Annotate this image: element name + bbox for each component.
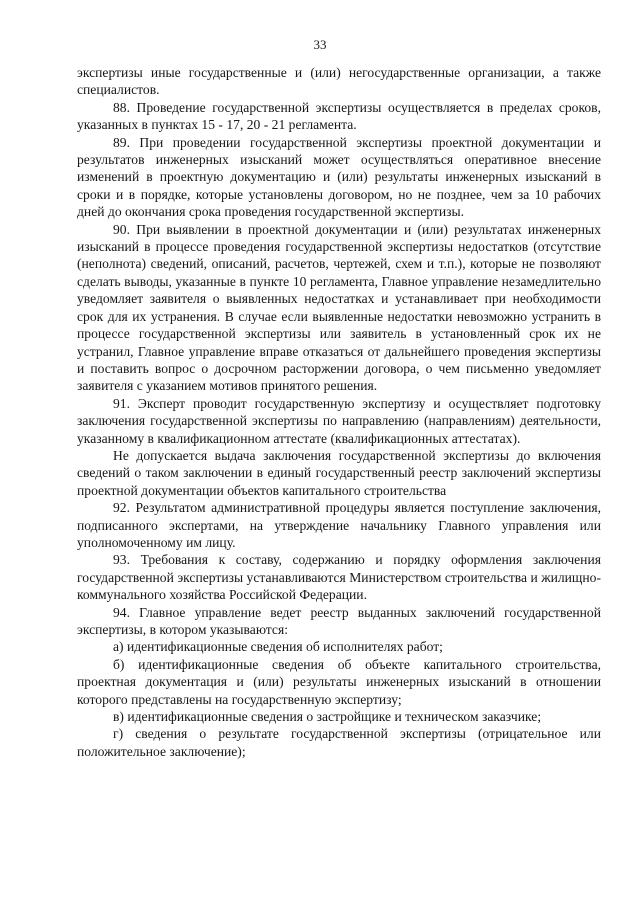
paragraph-94: 94. Главное управление ведет реестр выданных заключений государственной экспертизы, в котором указываются:: [77, 604, 601, 637]
paragraph-91: 91. Эксперт проводит государственную экспертизу и осуществляет подготовку заключения государственной экспертизы по направлению (направлениям) деятельности, указанному в квалификационном аттестате (квалификационных аттестатах).: [77, 395, 601, 446]
page-number: 33: [313, 37, 327, 52]
list-item-b: б) идентификационные сведения об объекте капитального строительства, проектная документация и (или) результаты инженерных изысканий в отношении которого представлены на государственную экспертизу;: [77, 656, 601, 707]
list-item-g: г) сведения о результате государственной экспертизы (отрицательное или положительное заключение);: [77, 726, 601, 759]
paragraph-92: 92. Результатом административной процедуры является поступление заключения, подписанного экспертами, на утверждение начальнику Главного управления или уполномоченному им лицу.: [77, 500, 601, 550]
list-item-v: в) идентификационные сведения о застройщике и техническом заказчике;: [113, 709, 542, 725]
paragraph-continuation: экспертизы иные государственные и (или) негосударственные организации, а также специалистов.: [77, 65, 601, 98]
list-item-a: а) идентификационные сведения об исполнителях работ;: [113, 639, 443, 655]
paragraph-91-note: Не допускается выдача заключения государственной экспертизы до включения сведений о таком заключении в единый государственный реестр заключений экспертизы проектной документации объектов капитального строительства: [77, 447, 601, 498]
document-body: [77, 64, 601, 760]
paragraph-88: 88. Проведение государственной экспертизы осуществляется в пределах сроков, указанных в пунктах 15 - 17, 20 - 21 регламента.: [77, 99, 601, 133]
paragraph-93: 93. Требования к составу, содержанию и порядку оформления заключения государственной экспертизы устанавливаются Министерством строительства и жилищно-коммунального хозяйства Российской Федерации.: [77, 552, 601, 603]
paragraph-89: 89. При проведении государственной экспертизы проектной документации и результатов инженерных изысканий может осуществляться оперативное внесение изменений в проектную документацию и (или) результаты инженерных изысканий в сроки и в порядке, которые установлены договором, но не позднее, чем за 10 рабочих дней до окончания срока проведения государственной экспертизы.: [77, 134, 601, 220]
paragraph-90: 90. При выявлении в проектной документации и (или) результатах инженерных изысканий в процессе проведения государственной экспертизы недостатков (отсутствие (неполнота) сведений, описаний, расчетов, чертежей, схем и т.п.), которые не позволяют сделать выводы, указанные в пункте 10 регламента, Главное управление незамедлительно уведомляет заявителя о выявленных недостатках и устанавливает при необходимости срок для их устранения. В случае если выявленные недостатки невозможно устранить в процессе государственной экспертизы или заявитель в установленный срок их не устранил, Главное управление вправе отказаться от дальнейшего проведения экспертизы и поставить вопрос о досрочном расторжении договора, о чем письменно уведомляет заявителя с указанием мотивов принятого решения.: [77, 221, 601, 394]
